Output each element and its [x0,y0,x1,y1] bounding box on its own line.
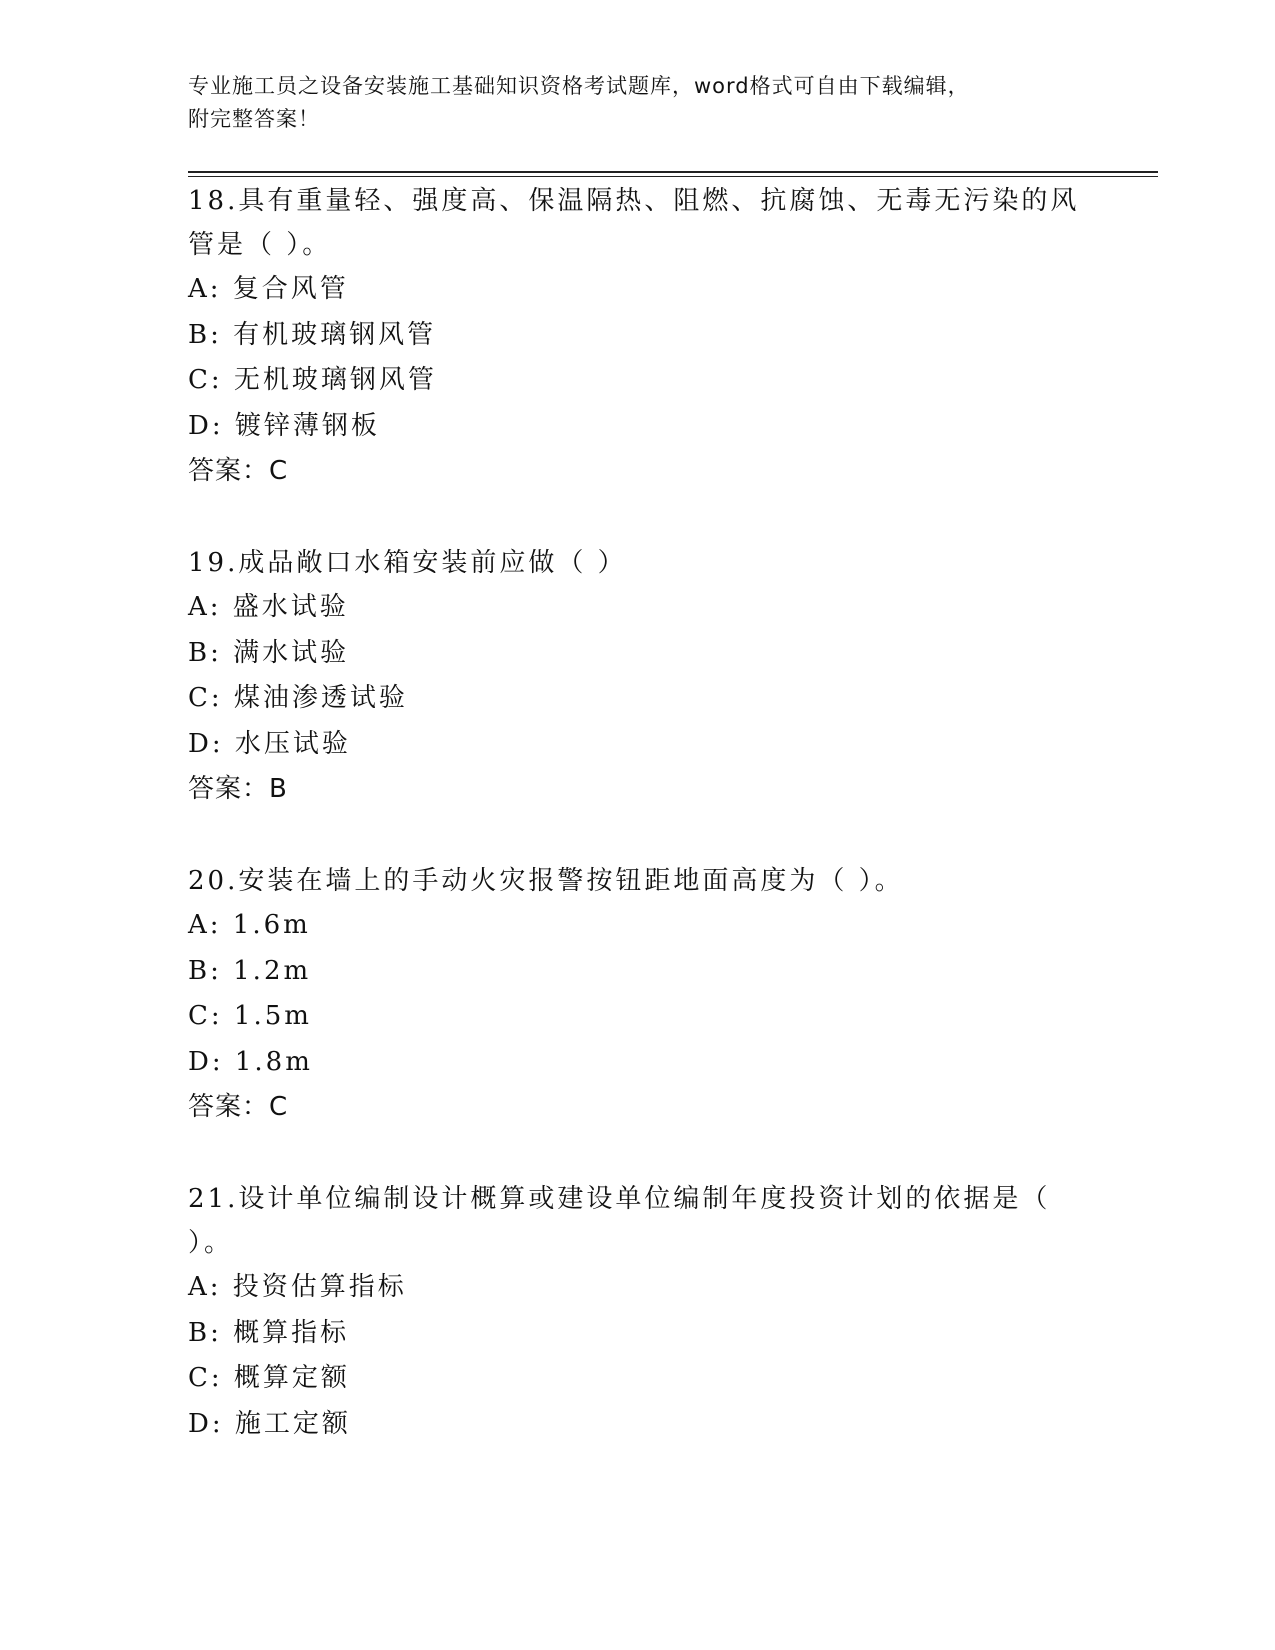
option-c: C: 1.5m [188,1001,312,1031]
option-a: A: 盛水试验 [188,592,349,622]
question-title: 18.具有重量轻、强度高、保温隔热、阻燃、抗腐蚀、无毒无污染的风管是（ ）。 [188,186,1080,260]
question-18 [188,179,1158,494]
option-d: D: 镀锌薄钢板 [188,410,380,441]
answer: 答案：C [188,456,289,486]
question-title: 19.成品敞口水箱安装前应做（ ） [188,548,627,578]
question-19 [188,541,1158,812]
option-c: C: 无机玻璃钢风管 [188,365,437,395]
option-b: B: 满水试验 [188,637,350,668]
answer: 答案：B [188,774,288,804]
option-d: D: 水压试验 [188,728,351,759]
option-b: B: 1.2m [188,955,312,986]
option-c: C: 煤油渗透试验 [188,683,408,713]
document-page [188,70,1158,1447]
option-d: D: 施工定额 [188,1408,351,1439]
question-title: 20.安装在墙上的手动火灾报警按钮距地面高度为（ ）。 [188,866,904,896]
header-line-2: 附完整答案！ [188,107,320,131]
option-a: A: 复合风管 [188,274,349,304]
option-d: D: 1.8m [188,1046,313,1077]
header-line-1: 专业施工员之设备安装施工基础知识资格考试题库，word格式可自由下载编辑， [188,74,970,98]
option-b: B: 概算指标 [188,1317,350,1348]
question-title: 21.设计单位编制设计概算或建设单位编制年度投资计划的依据是（ ）。 [188,1184,1051,1258]
option-a: A: 投资估算指标 [188,1272,407,1302]
option-c: C: 概算定额 [188,1363,350,1393]
header-divider [188,171,1158,173]
option-a: A: 1.6m [188,910,311,940]
document-header [188,70,1158,136]
answer: 答案：C [188,1092,289,1122]
question-spacer [188,812,1158,859]
question-spacer [188,1130,1158,1177]
question-21 [188,1177,1158,1447]
option-b: B: 有机玻璃钢风管 [188,319,437,350]
question-20 [188,859,1158,1130]
question-spacer [188,494,1158,541]
